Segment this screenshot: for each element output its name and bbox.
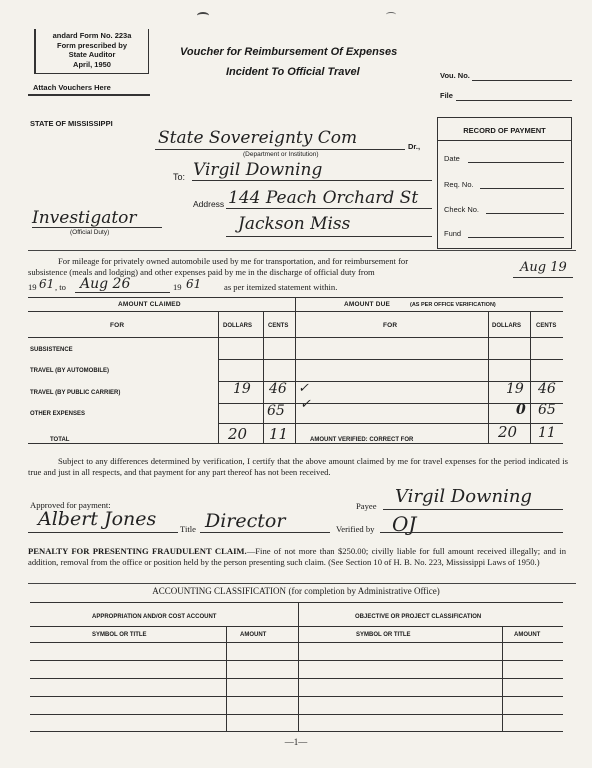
left-symbol-col: SYMBOL OR TITLE <box>92 632 147 638</box>
row-travel-carrier-due-dollars: 19 <box>506 381 524 397</box>
record-date-field[interactable] <box>468 162 564 163</box>
year1-handwritten: 61 <box>39 277 55 291</box>
verified-by-signature: OJ <box>392 512 417 536</box>
from-date-handwritten: Aug 19 <box>520 260 567 275</box>
right-symbol-col: SYMBOL OR TITLE <box>356 632 411 638</box>
row-travel-carrier-check: ✓ <box>298 381 309 396</box>
to-word: , to <box>55 282 66 292</box>
record-req-label: Req. No. <box>444 180 474 189</box>
row-other-due-dollars: 0 <box>516 402 526 418</box>
state-label: STATE OF MISSISSIPPI <box>30 119 113 128</box>
address-handwritten-line1: 144 Peach Orchard St <box>228 188 419 208</box>
row-travel-carrier-due-cents: 46 <box>538 381 556 397</box>
accounting-heading: ACCOUNTING CLASSIFICATION <box>152 586 286 596</box>
vou-no-field[interactable] <box>472 80 572 81</box>
payee-label: Payee <box>356 501 377 511</box>
row-travel-carrier-dollars: 19 <box>233 381 251 397</box>
dr-label: Dr., <box>408 142 421 151</box>
vou-no-label: Vou. No. <box>440 71 470 80</box>
record-check-field[interactable] <box>486 213 564 214</box>
record-fund-field[interactable] <box>468 237 564 238</box>
form-number-line4: April, 1950 <box>73 59 111 69</box>
payee-signature: Virgil Downing <box>395 486 532 507</box>
year1-prefix: 19 <box>28 282 37 292</box>
form-number-box <box>34 29 149 74</box>
record-of-payment-title: RECORD OF PAYMENT <box>463 126 546 135</box>
row-travel-carrier-cents: 46 <box>269 381 287 397</box>
punch-mark-left <box>197 12 209 19</box>
verified-by-label: Verified by <box>336 524 375 534</box>
row-travel-carrier-label: TRAVEL (BY PUBLIC CARRIER) <box>30 390 121 396</box>
verified-dollars: 20 <box>498 423 518 441</box>
approved-label: Approved for payment: <box>30 500 111 510</box>
to-date-handwritten: Aug 26 <box>80 276 131 292</box>
appropriation-title: APPROPRIATION AND/OR COST ACCOUNT <box>92 614 217 620</box>
file-field[interactable] <box>456 100 572 101</box>
verified-correct-label: AMOUNT VERIFIED: CORRECT FOR <box>310 437 414 443</box>
record-of-payment-box <box>437 117 572 249</box>
penalty-text: —Fine of not more than $250.00; civilly liable for full amount received illegally; and in addition, removal from the office or position held by the person presenting such claim. (See Section 10 of H. B. No. 223, Mississippi Laws of 1950.) <box>28 546 566 567</box>
col-cents-left: CENTS <box>268 323 289 329</box>
verified-cents: 11 <box>538 425 556 441</box>
title-label: Title <box>180 524 196 534</box>
to-handwritten: Virgil Downing <box>193 160 323 180</box>
mileage-text-line1: For mileage for privately owned automobile used by me for transportation, and for reimbursement for <box>58 256 409 266</box>
col-for-right: FOR <box>383 322 398 329</box>
record-fund-label: Fund <box>444 229 462 238</box>
itemized-suffix: as per itemized statement within. <box>224 282 338 292</box>
accounting-heading-row <box>0 586 592 596</box>
objective-title: OBJECTIVE OR PROJECT CLASSIFICATION <box>355 614 482 620</box>
mileage-text-line2: subsistence (meals and lodging) and other expenses paid by me in the discharge of official duty from <box>28 267 375 277</box>
address-label: Address <box>193 199 225 209</box>
official-duty-caption: (Official Duty) <box>70 229 110 236</box>
col-for-left: FOR <box>110 322 125 329</box>
page-subtitle: Incident To Official Travel <box>226 66 360 78</box>
amount-due-note: (AS PER OFFICE VERIFICATION) <box>410 302 496 308</box>
amount-claimed-header: AMOUNT CLAIMED <box>118 301 181 308</box>
approved-signature: Albert Jones <box>38 508 157 530</box>
year2-handwritten: 61 <box>186 277 202 291</box>
form-number-line2: Form prescribed by <box>56 40 128 50</box>
attach-vouchers-note: Attach Vouchers Here <box>33 83 111 92</box>
amount-due-header: AMOUNT DUE <box>344 301 391 308</box>
row-other-check: ✓ <box>300 397 311 412</box>
total-label: TOTAL <box>50 437 70 443</box>
official-duty-handwritten: Investigator <box>32 208 137 228</box>
to-label: To: <box>173 172 186 182</box>
certify-text: Subject to any differences determined by verification, I certify that the above amount claimed by me for travel expenses for the period indicated is true and just in all respects, and that payment for any part thereof has not been received. <box>28 456 568 477</box>
form-number-line3: State Auditor <box>68 50 116 59</box>
row-other-label: OTHER EXPENSES <box>30 411 86 417</box>
year2-prefix: 19 <box>173 282 182 292</box>
expense-table <box>28 297 563 444</box>
department-handwritten: State Sovereignty Com <box>158 128 358 148</box>
row-other-due-cents: 65 <box>538 402 556 418</box>
page-title: Voucher for Reimbursement Of Expenses <box>180 46 398 58</box>
right-amount-col: AMOUNT <box>514 632 541 638</box>
accounting-sub: (for completion by Administrative Office) <box>288 586 440 596</box>
penalty-block <box>28 546 566 567</box>
total-cents: 11 <box>269 425 289 443</box>
row-subsistence-label: SUBSISTENCE <box>30 347 73 353</box>
punch-mark-right <box>386 12 396 17</box>
record-date-label: Date <box>444 154 460 163</box>
total-dollars: 20 <box>228 425 248 443</box>
left-amount-col: AMOUNT <box>240 632 267 638</box>
title-handwritten: Director <box>205 510 286 532</box>
row-other-cents: 65 <box>267 403 285 419</box>
form-number-line1: andard Form No. 223a <box>52 31 132 40</box>
record-check-label: Check No. <box>444 205 480 214</box>
department-caption: (Department or Institution) <box>243 151 319 158</box>
col-dollars-right: DOLLARS <box>492 323 521 329</box>
col-cents-right: CENTS <box>536 323 557 329</box>
page-number: —1— <box>284 737 308 747</box>
file-label: File <box>440 91 453 100</box>
address-handwritten-line2: Jackson Miss <box>238 214 351 234</box>
col-dollars-left: DOLLARS <box>223 323 252 329</box>
record-req-field[interactable] <box>480 188 564 189</box>
penalty-heading: PENALTY FOR PRESENTING FRAUDULENT CLAIM. <box>28 546 247 556</box>
accounting-table <box>30 602 563 732</box>
row-travel-auto-label: TRAVEL (BY AUTOMOBILE) <box>30 368 110 374</box>
